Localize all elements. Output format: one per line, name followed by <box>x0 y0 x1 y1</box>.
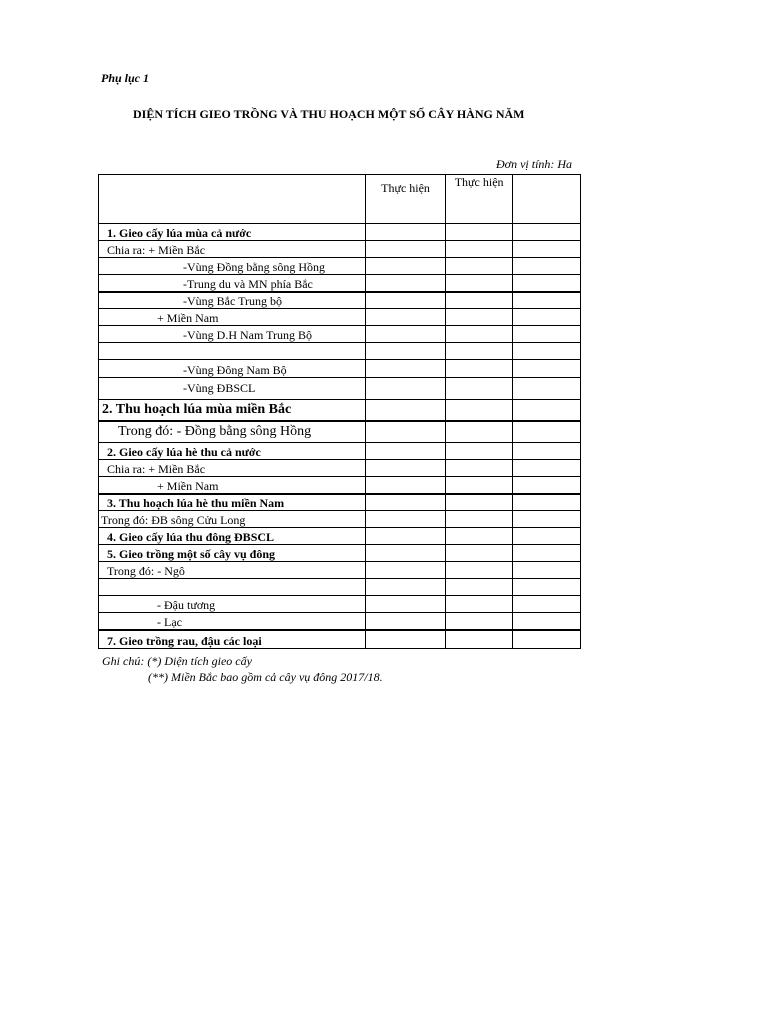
row-label: 1. Gieo cấy lúa mùa cả nước <box>99 224 366 241</box>
row-label: 4. Gieo cấy lúa thu đông ĐBSCL <box>99 528 366 545</box>
unit-label: Đơn vị tính: Ha <box>496 157 573 171</box>
row-label: Trong đó: - Ngô <box>99 562 366 579</box>
table-row <box>99 292 581 309</box>
table-row <box>99 326 581 343</box>
table-row <box>99 511 581 528</box>
header-cell-thuc-hien-1: Thực hiện <box>366 175 446 224</box>
table-row <box>99 443 581 460</box>
row-label: Chia ra: + Miền Bắc <box>99 460 366 477</box>
table-row <box>99 258 581 275</box>
row-label: -Vùng D.H Nam Trung Bộ <box>99 326 366 343</box>
row-label: + Miền Nam <box>99 309 366 326</box>
row-label <box>99 343 366 360</box>
row-label: -Trung du và MN phía Bắc <box>99 275 366 292</box>
document-title: DIỆN TÍCH GIEO TRỒNG VÀ THU HOẠCH MỘT SỐ CÂY HÀNG NĂM <box>133 107 525 121</box>
row-label: 2. Thu hoạch lúa mùa miền Bắc <box>99 400 366 421</box>
header-cell-label <box>99 175 366 224</box>
table-row <box>99 545 581 562</box>
table-row <box>99 460 581 477</box>
table-row <box>99 275 581 292</box>
table-row <box>99 343 581 360</box>
table-row <box>99 494 581 511</box>
row-label: 2. Gieo cấy lúa hè thu cả nước <box>99 443 366 460</box>
row-label: 7. Gieo trồng rau, đậu các loại <box>99 630 366 649</box>
row-label: -Vùng Đông Nam Bộ <box>99 360 366 378</box>
note-line-2: (**) Miền Bắc bao gồm cả cây vụ đông 2017/18. <box>148 670 383 684</box>
table-row <box>99 378 581 400</box>
header-cell-empty <box>513 175 581 224</box>
row-label: - Đậu tương <box>99 596 366 613</box>
row-label: -Vùng ĐBSCL <box>99 378 366 400</box>
data-table <box>98 174 581 649</box>
row-label: Trong đó: - Đồng bằng sông Hồng <box>99 421 366 443</box>
table-row <box>99 241 581 258</box>
row-label: -Vùng Bắc Trung bộ <box>99 292 366 309</box>
table-header-row <box>99 175 581 224</box>
table-row <box>99 528 581 545</box>
row-label: 3. Thu hoạch lúa hè thu miền Nam <box>99 494 366 511</box>
row-label: - Lạc <box>99 613 366 630</box>
header-cell-thuc-hien-2: Thực hiện <box>445 175 513 224</box>
table-row <box>99 596 581 613</box>
table-row <box>99 613 581 630</box>
table-row <box>99 360 581 378</box>
row-label: -Vùng Đồng bằng sông Hồng <box>99 258 366 275</box>
table-row <box>99 579 581 596</box>
table-row <box>99 309 581 326</box>
row-label: Trong đó: ĐB sông Cửu Long <box>99 511 366 528</box>
row-label: + Miền Nam <box>99 477 366 494</box>
appendix-label: Phụ lục 1 <box>101 71 150 85</box>
row-label: 5. Gieo trồng một số cây vụ đông <box>99 545 366 562</box>
table-row <box>99 630 581 649</box>
note-line-1: Ghi chú: (*) Diện tích gieo cấy <box>102 654 252 668</box>
table-row <box>99 562 581 579</box>
row-label: Chia ra: + Miền Bắc <box>99 241 366 258</box>
table-row <box>99 400 581 421</box>
table-row <box>99 224 581 241</box>
row-label <box>99 579 366 596</box>
table-row <box>99 477 581 494</box>
table-row <box>99 421 581 443</box>
